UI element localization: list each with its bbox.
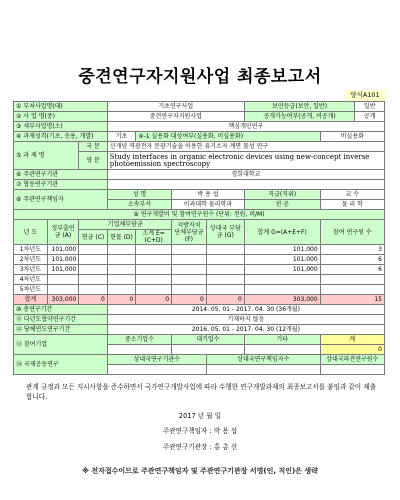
prev-period-label: ⑪ 다년도협약연구기간: [14, 315, 108, 325]
kind-header: 현물 (D): [107, 230, 135, 245]
submission-statement: 관계 규정과 모든 지시사항을 준수하면서 국가연구개발사업에 따라 수행한 연구개발과제의 최종보고서를 붙임과 같이 제출 합니다.: [26, 383, 376, 401]
year-header: 년 도: [14, 220, 48, 245]
pi-label: ⑧ 주관연구책임자: [14, 190, 108, 210]
budget-other: [206, 275, 244, 285]
local-header: 지방자치 단체부담금 (F): [172, 220, 207, 245]
period-value: 2014. 05. 01 - 2017. 04. 30 (36개월): [107, 305, 384, 315]
budget-gov: 101,000: [47, 245, 79, 255]
budget-year: 4차년도: [14, 275, 48, 285]
count-header: 계: [320, 335, 384, 345]
security-value: 일반: [355, 102, 385, 112]
page-title: 중견연구자지원사업 최종보고서: [78, 67, 322, 87]
row-prev-period: [14, 315, 385, 325]
period-label: ⑩ 총연구기간: [14, 305, 108, 315]
budget-total: [244, 275, 320, 285]
budget-year: 3차년도: [14, 265, 48, 275]
budget-total: 101,000: [244, 245, 320, 255]
cash-header: 현금 (C): [79, 230, 107, 245]
sum-people: 15: [320, 295, 384, 305]
sum-total: 303,000: [244, 295, 320, 305]
intl-pi-value: [206, 365, 320, 375]
pi-dept: 이과대학 물리학과: [172, 200, 245, 210]
budget-gov: [47, 275, 79, 285]
budget-cash: [79, 245, 107, 255]
sum-local: 0: [172, 295, 207, 305]
budget-kind: [107, 285, 135, 295]
practical-label: ④-1 실용화 대상여부(실용화, 비실용화): [136, 132, 320, 142]
total-header: 합계 G=(A+E+F): [244, 220, 320, 245]
disclosure-label: 공개가능여부(공개, 비공개): [244, 112, 355, 122]
intl-dispatch-value: [320, 365, 384, 375]
budget-kind: [107, 255, 135, 265]
row-host: [14, 170, 385, 180]
budget-people: 6: [320, 265, 384, 275]
sum-gov: 303,000: [47, 295, 79, 305]
budget-people: [320, 285, 384, 295]
class-label: ④ 과제성격(기초, 응용, 개발): [14, 132, 108, 142]
sme-value: [107, 345, 171, 355]
row-last-period: [14, 325, 385, 335]
budget-sum: [136, 255, 172, 265]
coop-label: ⑦ 협동연구기관: [14, 180, 108, 190]
budget-gov: 101,000: [47, 255, 79, 265]
row-period: [14, 305, 385, 315]
detail-label: ③ 세부사업명(소): [14, 122, 108, 132]
intl-dispatch-header: 상대국파견연구원수: [320, 355, 384, 365]
intl-label: ⑭ 국제공동연구: [14, 355, 108, 375]
budget-gov: [47, 285, 79, 295]
row-task-kr: [14, 142, 385, 152]
budget-cash: [79, 285, 107, 295]
row-participants-head: [14, 335, 385, 345]
budget-cash: [79, 255, 107, 265]
pi-name-label: 성 명: [107, 190, 171, 200]
host-value: 경희대학교: [107, 170, 384, 180]
disclosure-value: 공개: [355, 112, 385, 122]
task-en-tag: 영 문: [79, 152, 107, 170]
gov-header: 정부출연금 (A): [47, 220, 79, 245]
large-header: 대기업수: [172, 335, 245, 345]
pi-position-label: 직급(직위): [244, 190, 320, 200]
etc-header: 기타: [244, 335, 320, 345]
budget-local: [172, 255, 207, 265]
sme-header: 중소기업수: [107, 335, 171, 345]
task-en-title: Study interfaces in organic electronic devices using new-concept inverse photoemission spectroscopy: [107, 152, 384, 170]
budget-sum-row: [14, 295, 385, 305]
budget-people: 6: [320, 255, 384, 265]
table-row: [14, 255, 385, 265]
table-row: [14, 245, 385, 255]
budget-year: 2차년도: [14, 255, 48, 265]
large-value: [172, 345, 245, 355]
sum-year: 합계: [14, 295, 48, 305]
task-kr-tag: 국 문: [79, 142, 107, 152]
row-class: [14, 132, 385, 142]
row-detail: [14, 122, 385, 132]
budget-local: [172, 265, 207, 275]
budget-total: 101,000: [244, 255, 320, 265]
budget-kind: [107, 275, 135, 285]
date-line: 2017 년 월 일: [178, 412, 222, 420]
budget-sum: [136, 285, 172, 295]
row-sub-program: [14, 112, 385, 122]
private-header: 기업체부담금: [79, 220, 172, 230]
count-value: 0: [320, 345, 384, 355]
budget-kind: [107, 265, 135, 275]
sum-header: 소계 E=(C+D): [136, 230, 172, 245]
budget-total: 101,000: [244, 265, 320, 275]
budget-local: [172, 275, 207, 285]
pi-major: 물 리 학: [320, 200, 384, 210]
budget-cash: [79, 275, 107, 285]
pi-name: 박 용 섭: [172, 190, 245, 200]
program-value: 기초연구사업: [107, 102, 244, 112]
detail-value: 핵심개인연구: [107, 122, 384, 132]
row-pi-name: [14, 190, 385, 200]
budget-other: [206, 255, 244, 265]
budget-local: [172, 285, 207, 295]
report-form-table: [13, 101, 385, 375]
budget-sum: [136, 245, 172, 255]
row-budget-title: [14, 210, 385, 220]
budget-other: [206, 245, 244, 255]
other-header: 상대국 부담금 (G): [206, 220, 244, 245]
budget-sum: [136, 265, 172, 275]
last-period-label: ⑫ 당해연도연구기간: [14, 325, 108, 335]
budget-gov: 101,000: [47, 265, 79, 275]
practical-value: 비실용화: [320, 132, 384, 142]
coop-value: [107, 180, 384, 190]
budget-cash: [79, 265, 107, 275]
sum-kind: 0: [107, 295, 135, 305]
prev-period-value: 기재하지 않음: [107, 315, 384, 325]
pi-signature: 주관연구책임자 : 박 용 섭: [162, 427, 238, 435]
budget-sum: [136, 275, 172, 285]
task-kr-title: 신개념 역광전자 분광기술을 이용한 유기소자 계면 물성 연구: [107, 142, 384, 152]
security-label: 보안등급(보안, 일반): [244, 102, 355, 112]
people-header: 참여 연구원 수: [320, 220, 384, 245]
intl-pi-header: 상대국연구책임자수: [206, 355, 320, 365]
pi-major-label: 전 공: [244, 200, 320, 210]
intl-inst-header: 상대국연구기관수: [107, 355, 206, 365]
sub-program-label: ② 사 업 명(중): [14, 112, 108, 122]
row-intl-head: [14, 355, 385, 365]
sum-other: 0: [206, 295, 244, 305]
row-coop: [14, 180, 385, 190]
table-row: [14, 285, 385, 295]
budget-other: [206, 285, 244, 295]
budget-title: ⑨ 연구개발비 및 참여연구원수 (단위: 천원, 퍼/M): [14, 210, 385, 220]
sub-program-value: 중견연구자지원사업: [107, 112, 244, 122]
row-budget-head1: [14, 220, 385, 230]
budget-total: [244, 285, 320, 295]
budget-people: [320, 275, 384, 285]
budget-year: 1차년도: [14, 245, 48, 255]
budget-year: 5차년도: [14, 285, 48, 295]
host-label: ⑥ 주관연구기관: [14, 170, 108, 180]
task-label: ⑤ 과 제 명: [14, 142, 79, 170]
sum-sum: 0: [136, 295, 172, 305]
budget-kind: [107, 245, 135, 255]
head-signature: 주관연구기관장 : 홍 총 선: [162, 443, 238, 451]
sum-cash: 0: [79, 295, 107, 305]
budget-people: 3: [320, 245, 384, 255]
program-label: ① 부처사업명(대): [14, 102, 108, 112]
class-value: 기초: [107, 132, 135, 142]
pi-dept-label: 소속부서: [107, 200, 171, 210]
row-program: [14, 102, 385, 112]
last-period-value: 2016. 05. 01 - 2017. 04. 30 (12개월): [107, 325, 384, 335]
etc-value: [244, 345, 320, 355]
signature-note: ※ 전자접수이므로 주관연구책임자 및 주관연구기관장 서명(인, 직인)은 생략: [82, 467, 318, 475]
table-row: [14, 265, 385, 275]
pi-position: 교 수: [320, 190, 384, 200]
form-number-badge: 양식A101: [345, 90, 385, 101]
participants-label: ⑬ 참여기업: [14, 335, 108, 355]
table-row: [14, 275, 385, 285]
budget-local: [172, 245, 207, 255]
intl-inst-value: [107, 365, 206, 375]
budget-other: [206, 265, 244, 275]
